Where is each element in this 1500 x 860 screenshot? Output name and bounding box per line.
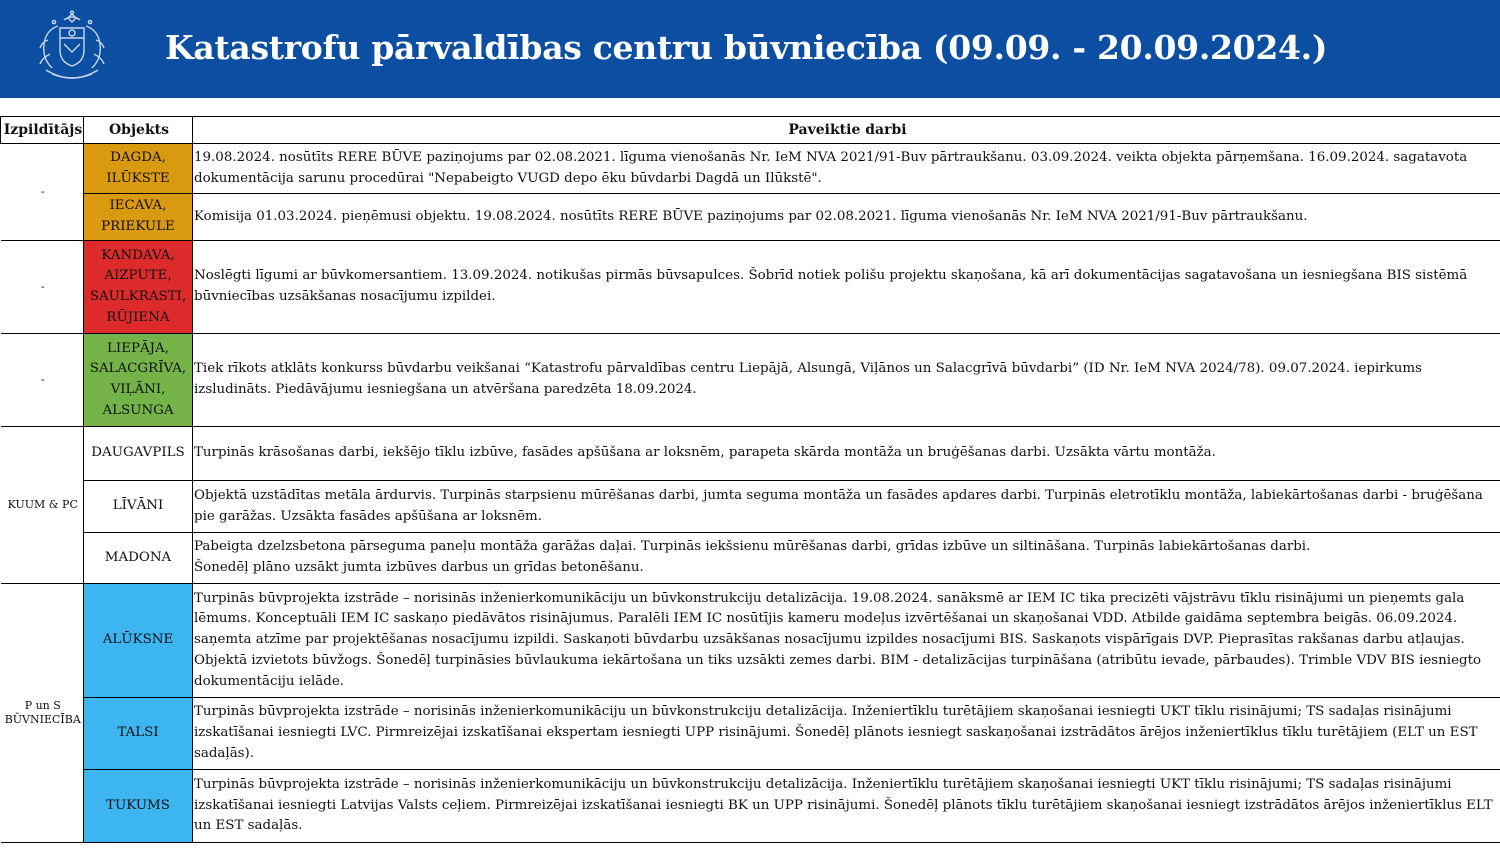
object-cell: DAUGAVPILS bbox=[84, 427, 193, 481]
works-cell: Noslēgti līgumi ar būvkomersantiem. 13.09.2024. notikušas pirmās būvsapulces. Šobrīd notiek polišu projektu skaņošana, kā arī dokumentācijas sagatavošana un iesniegšana BIS sistēmā būvniecības uzsākšanas nosacījumu izpildei. bbox=[193, 241, 1500, 334]
executor-cell: P un S BŪVNIECĪBA bbox=[1, 584, 84, 843]
works-cell: Komisija 01.03.2024. pieņēmusi objektu. 19.08.2024. nosūtīts RERE BŪVE paziņojums par 02.08.2021. līguma vienošanās Nr. IeM NVA 2021/91-Buv pārtraukšanu. bbox=[193, 194, 1500, 241]
progress-table bbox=[0, 116, 1500, 843]
executor-cell: KUUM & PC bbox=[1, 427, 84, 584]
table-row bbox=[1, 194, 1500, 241]
works-cell: Turpinās būvprojekta izstrāde – norisinās inženierkomunikāciju un būvkonstrukciju detalizācija. 19.08.2024. sanāksmē ar IEM IC tika precizēti vājstrāvu tīklu risinājumi un pieņemts gala lēmums. Konceptuāli IEM IC saskaņo piedāvātos risinājumus. Paralēli IEM IC nosūtījis kameru modeļus izvērtēšanai un skaņošanai VDD. Atbilde gaidāma septembra beigās. 06.09.2024. saņemta atzīme par projektēšanas nosacījumu izpildi. Saskaņoti būvdarbu uzsākšanas nosacījumu izpildes nosacījumi BIS. Saskaņots vispārīgais DVP. Pieprasītas rakšanas darbu atļaujas. Objektā izvietots būvžogs. Šonedēļ turpināsies būvlaukuma iekārtošana un tiks uzsākti zemes darbi. BIM - detalizācijas turpināšana (atribūtu ievade, pārbaudes). Trimble VDV BIS iesniegto dokumentāciju ielāde. bbox=[193, 584, 1500, 698]
works-cell: Turpinās būvprojekta izstrāde – norisinās inženierkomunikāciju un būvkonstrukciju detalizācija. Inženiertīklu turētājiem skaņošanai iesniegti UKT tīklu risinājumi; TS sadaļas risinājumi izskatīšanai iesniegti LVC. Pirmreizējai izskatīšanai ekspertam iesniegti UPP risinājumi. Šonedēļ plānots iesniegt saskaņošanai izstrādātos ārējos inženiertīklus tīklu turētājiem (ELT un EST sadaļās). bbox=[193, 698, 1500, 770]
works-cell: Turpinās krāsošanas darbi, iekšējo tīklu izbūve, fasādes apšūšana ar loksnēm, parapeta skārda montāža un bruģēšanas darbi. Uzsākta vārtu montāža. bbox=[193, 427, 1500, 481]
executor-cell: - bbox=[1, 144, 84, 241]
column-header-works: Paveiktie darbi bbox=[193, 117, 1500, 144]
works-cell: Objektā uzstādītas metāla ārdurvis. Turpinās starpsienu mūrēšanas darbi, jumta seguma montāža un fasādes apdares darbi. Turpinās eletrotīklu montāža, labiekārtošanas darbi - bruģēšana pie garāžas. Uzsākta fasādes apšūšana ar loksnēm. bbox=[193, 481, 1500, 533]
object-cell: IECAVA, PRIEKULE bbox=[84, 194, 193, 241]
table-row bbox=[1, 770, 1500, 843]
works-cell: Pabeigta dzelzsbetona pārseguma paneļu montāža garāžas daļai. Turpinās iekšsienu mūrēšanas darbi, grīdas izbūve un siltināšana. Turpinās labiekārtošanas darbi. Šonedēļ plāno uzsākt jumta izbūves darbus un grīdas betonēšanu. bbox=[193, 533, 1500, 584]
column-header-object: Objekts bbox=[84, 117, 193, 144]
works-cell: Turpinās būvprojekta izstrāde – norisinās inženierkomunikāciju un būvkonstrukciju detalizācija. Inženiertīklu turētājiem skaņošanai iesniegti UKT tīklu risinājumi; TS sadaļas risinājumi izskatīšanai iesniegti Latvijas Valsts ceļiem. Pirmreizējai izskatīšanai iesniegti BK un UPP risinājumi. Šonedēļ plānots tīklu turētājiem skaņošanai iesniegt izstrādātos ārējos inženiertīklus ELT un EST sadaļās. bbox=[193, 770, 1500, 843]
object-cell: ALŪKSNE bbox=[84, 584, 193, 698]
works-cell: Tiek rīkots atklāts konkurss būvdarbu veikšanai “Katastrofu pārvaldības centru Liepājā, Alsungā, Viļānos un Salacgrīvā būvdarbi” (ID Nr. IeM NVA 2024/78). 09.07.2024. iepirkums izsludināts. Piedāvājumu iesniegšana un atvēršana paredzēta 18.09.2024. bbox=[193, 334, 1500, 427]
object-cell: TALSI bbox=[84, 698, 193, 770]
object-cell: TUKUMS bbox=[84, 770, 193, 843]
table-row bbox=[1, 144, 1500, 194]
executor-cell: - bbox=[1, 241, 84, 334]
works-cell: 19.08.2024. nosūtīts RERE BŪVE paziņojums par 02.08.2021. līguma vienošanās Nr. IeM NVA 2021/91-Buv pārtraukšanu. 03.09.2024. veikta objekta pārņemšana. 16.09.2024. sagatavota dokumentācija sarunu procedūrai "Nepabeigto VUGD depo ēku būvdarbi Dagdā un Ilūkstē". bbox=[193, 144, 1500, 194]
table-row bbox=[1, 241, 1500, 334]
table-row bbox=[1, 334, 1500, 427]
page-title: Katastrofu pārvaldības centru būvniecība (09.09. - 20.09.2024.) bbox=[165, 28, 1328, 67]
table-row bbox=[1, 481, 1500, 533]
table-header-row bbox=[1, 117, 1500, 144]
object-cell: DAGDA, ILŪKSTE bbox=[84, 144, 193, 194]
table-row bbox=[1, 427, 1500, 481]
table-row bbox=[1, 698, 1500, 770]
table-row bbox=[1, 584, 1500, 698]
header-banner bbox=[0, 0, 1500, 98]
column-header-executor: Izpildītājs bbox=[1, 117, 84, 144]
table-row bbox=[1, 533, 1500, 584]
executor-cell: - bbox=[1, 334, 84, 427]
object-cell: LIEPĀJA, SALACGRĪVA, VIĻĀNI, ALSUNGA bbox=[84, 334, 193, 427]
object-cell: LĪVĀNI bbox=[84, 481, 193, 533]
object-cell: MADONA bbox=[84, 533, 193, 584]
latvia-coat-of-arms-icon bbox=[30, 10, 114, 88]
object-cell: KANDAVA, AIZPUTE, SAULKRASTI, RŪJIENA bbox=[84, 241, 193, 334]
